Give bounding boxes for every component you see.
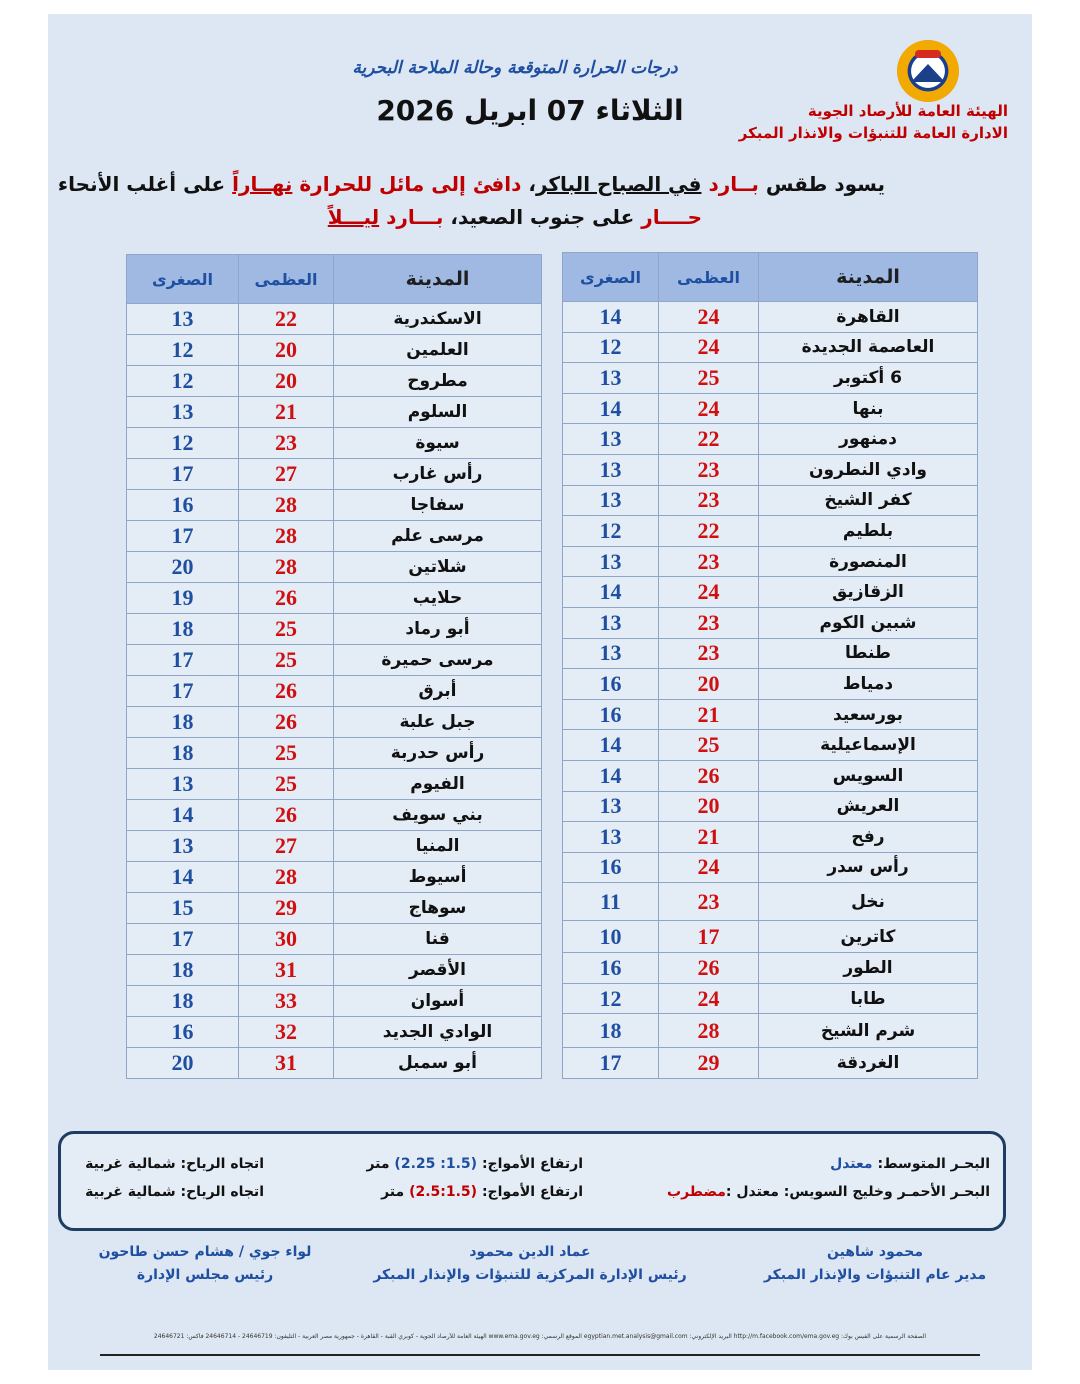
min-temp-cell: 13 [127, 831, 239, 862]
table-row [127, 986, 542, 1017]
min-temp-cell: 14 [563, 302, 659, 333]
city-cell: رفح [759, 822, 978, 853]
city-cell: شبين الكوم [759, 607, 978, 638]
min-temp-cell: 14 [127, 862, 239, 893]
city-cell: سفاجا [334, 490, 542, 521]
table-row [127, 490, 542, 521]
table-row [563, 393, 978, 424]
city-cell: رأس غارب [334, 459, 542, 490]
city-cell: حلايب [334, 583, 542, 614]
city-cell: السويس [759, 760, 978, 791]
city-cell: مطروح [334, 366, 542, 397]
max-temp-cell: 26 [239, 707, 334, 738]
city-cell: شلاتين [334, 552, 542, 583]
max-temp-cell: 26 [239, 676, 334, 707]
city-cell: مرسى حميرة [334, 645, 542, 676]
city-cell: أبرق [334, 676, 542, 707]
table-row [563, 852, 978, 883]
min-temp-cell: 17 [127, 676, 239, 707]
city-cell: بنها [759, 393, 978, 424]
max-temp-cell: 28 [239, 490, 334, 521]
city-cell: جبل علبة [334, 707, 542, 738]
max-temp-cell: 21 [659, 699, 759, 730]
city-cell: بلطيم [759, 516, 978, 547]
table-row [127, 583, 542, 614]
med-sea-waves: ارتفاع الأمواج: (1.5: 2.25) متر [366, 1156, 583, 1172]
table-row [563, 363, 978, 394]
table-row [127, 459, 542, 490]
max-temp-cell: 26 [659, 953, 759, 984]
city-cell: دمنهور [759, 424, 978, 455]
min-temp-cell: 18 [127, 614, 239, 645]
city-cell: أبو رماد [334, 614, 542, 645]
min-temp-cell: 14 [563, 577, 659, 608]
city-cell: طنطا [759, 638, 978, 669]
city-cell: الاسكندرية [334, 304, 542, 335]
min-temp-cell: 13 [563, 454, 659, 485]
max-temp-cell: 25 [239, 769, 334, 800]
col-header-max: العظمى [239, 255, 334, 304]
city-cell: طابا [759, 983, 978, 1014]
signature-title: رئيس مجلس الإدارة [136, 1267, 274, 1283]
table-row [563, 424, 978, 455]
table-row [563, 1014, 978, 1048]
signature-title: رئيس الإدارة المركزية للتنبؤات والإنذار المبكر [373, 1267, 687, 1283]
city-cell: المنصورة [759, 546, 978, 577]
table-row [127, 707, 542, 738]
signature-title: مدير عام التنبؤات والإنذار المبكر [763, 1267, 987, 1283]
table-row [127, 769, 542, 800]
table-row [563, 546, 978, 577]
red-sea-wind: اتجاه الرياح: شمالية غربية [85, 1184, 264, 1200]
table-row [563, 953, 978, 984]
table-row [563, 607, 978, 638]
table-row [127, 366, 542, 397]
col-header-city: المدينة [334, 255, 542, 304]
red-sea-waves: ارتفاع الأمواج: (2.5:1.5) متر [381, 1184, 583, 1200]
min-temp-cell: 13 [563, 363, 659, 394]
table-row [127, 924, 542, 955]
max-temp-cell: 22 [659, 516, 759, 547]
max-temp-cell: 22 [659, 424, 759, 455]
table-row [563, 302, 978, 333]
min-temp-cell: 13 [127, 769, 239, 800]
city-cell: أسيوط [334, 862, 542, 893]
temperature-table-left [126, 254, 542, 1079]
city-cell: القاهرة [759, 302, 978, 333]
table-row [127, 521, 542, 552]
min-temp-cell: 16 [563, 953, 659, 984]
table-row [127, 738, 542, 769]
sea-state-box [58, 1131, 1006, 1231]
min-temp-cell: 17 [563, 1048, 659, 1079]
intro-line-2: حــــار على جنوب الصعيد، بـــارد ليـــلاً [327, 205, 702, 229]
table-row [127, 304, 542, 335]
min-temp-cell: 18 [127, 955, 239, 986]
city-cell: الأقصر [334, 955, 542, 986]
max-temp-cell: 23 [659, 607, 759, 638]
max-temp-cell: 26 [239, 800, 334, 831]
table-row [127, 1048, 542, 1079]
col-header-city: المدينة [759, 253, 978, 302]
table-row [563, 791, 978, 822]
city-cell: الإسماعيلية [759, 730, 978, 761]
city-cell: العلمين [334, 335, 542, 366]
min-temp-cell: 12 [563, 983, 659, 1014]
city-cell: قنا [334, 924, 542, 955]
min-temp-cell: 14 [563, 760, 659, 791]
min-temp-cell: 16 [127, 1017, 239, 1048]
min-temp-cell: 12 [127, 335, 239, 366]
table-row [127, 428, 542, 459]
city-cell: 6 أكتوبر [759, 363, 978, 394]
max-temp-cell: 24 [659, 577, 759, 608]
org-name: الهيئة العامة للأرصاد الجوية [807, 102, 1008, 120]
table-row [127, 335, 542, 366]
signature-name: عماد الدين محمود [469, 1244, 591, 1260]
min-temp-cell: 14 [563, 730, 659, 761]
table-row [563, 921, 978, 953]
max-temp-cell: 24 [659, 332, 759, 363]
table-row [127, 800, 542, 831]
max-temp-cell: 24 [659, 983, 759, 1014]
min-temp-cell: 14 [563, 393, 659, 424]
min-temp-cell: 13 [563, 638, 659, 669]
table-row [563, 669, 978, 700]
min-temp-cell: 14 [127, 800, 239, 831]
table-row [563, 485, 978, 516]
max-temp-cell: 23 [659, 485, 759, 516]
table-row [563, 577, 978, 608]
table-row [563, 822, 978, 853]
max-temp-cell: 31 [239, 955, 334, 986]
table-row [563, 638, 978, 669]
min-temp-cell: 18 [127, 738, 239, 769]
max-temp-cell: 28 [239, 552, 334, 583]
med-sea-wind: اتجاه الرياح: شمالية غربية [85, 1156, 264, 1172]
max-temp-cell: 22 [239, 304, 334, 335]
max-temp-cell: 27 [239, 831, 334, 862]
max-temp-cell: 24 [659, 302, 759, 333]
max-temp-cell: 30 [239, 924, 334, 955]
city-cell: العاصمة الجديدة [759, 332, 978, 363]
footer-contact: الصفحة الرسمية على الفيس بوك: http://m.facebook.com/ema.gov.eg البريد الإلكتروني: egyptian.met.analysis@gmail.com الموقع الرسمي: www.ema.gov.eg الهيئة العامة للأرصاد الجوية - كوبري القبة - القاهرة - جمهورية مصر العربية - التليفون: 24646719 - 24646714 فاكس: 24646721 [153, 1333, 927, 1340]
max-temp-cell: 25 [659, 730, 759, 761]
max-temp-cell: 20 [239, 335, 334, 366]
city-cell: أبو سمبل [334, 1048, 542, 1079]
min-temp-cell: 16 [563, 669, 659, 700]
city-cell: رأس حدربة [334, 738, 542, 769]
table-row [563, 983, 978, 1014]
red-sea-state: البحـر الأحمـر وخليج السويس: معتدل :مضطرب [667, 1184, 990, 1200]
city-cell: سوهاج [334, 893, 542, 924]
table-row [127, 862, 542, 893]
table-row [563, 883, 978, 921]
table-row [127, 645, 542, 676]
col-header-min: الصغرى [563, 253, 659, 302]
min-temp-cell: 13 [127, 304, 239, 335]
min-temp-cell: 13 [563, 607, 659, 638]
city-cell: الطور [759, 953, 978, 984]
city-cell: نخل [759, 883, 978, 921]
city-cell: بورسعيد [759, 699, 978, 730]
min-temp-cell: 13 [127, 397, 239, 428]
min-temp-cell: 20 [127, 1048, 239, 1079]
city-cell: كفر الشيخ [759, 485, 978, 516]
city-cell: الوادي الجديد [334, 1017, 542, 1048]
temperature-table-right [562, 252, 978, 1079]
max-temp-cell: 25 [239, 645, 334, 676]
min-temp-cell: 12 [563, 332, 659, 363]
max-temp-cell: 20 [659, 791, 759, 822]
max-temp-cell: 27 [239, 459, 334, 490]
city-cell: المنيا [334, 831, 542, 862]
city-cell: رأس سدر [759, 852, 978, 883]
min-temp-cell: 15 [127, 893, 239, 924]
table-row [127, 893, 542, 924]
min-temp-cell: 13 [563, 791, 659, 822]
min-temp-cell: 12 [127, 428, 239, 459]
max-temp-cell: 23 [659, 638, 759, 669]
med-sea-state: البحـر المتوسط: معتدل [830, 1156, 990, 1172]
min-temp-cell: 11 [563, 883, 659, 921]
min-temp-cell: 17 [127, 459, 239, 490]
intro-line-1: يسود طقس بــارد في الصباح الباكر، دافئ إلى مائل للحرارة نهــاراً على أغلب الأنحاء [57, 172, 885, 196]
table-row [127, 955, 542, 986]
max-temp-cell: 23 [239, 428, 334, 459]
min-temp-cell: 17 [127, 924, 239, 955]
table-row [563, 1048, 978, 1079]
city-cell: دمياط [759, 669, 978, 700]
max-temp-cell: 28 [659, 1014, 759, 1048]
table-row [563, 699, 978, 730]
city-cell: أسوان [334, 986, 542, 1017]
max-temp-cell: 28 [239, 862, 334, 893]
city-cell: وادي النطرون [759, 454, 978, 485]
max-temp-cell: 21 [659, 822, 759, 853]
min-temp-cell: 17 [127, 521, 239, 552]
min-temp-cell: 12 [563, 516, 659, 547]
org-department: الادارة العامة للتنبؤات والانذار المبكر [738, 124, 1008, 142]
city-cell: بني سويف [334, 800, 542, 831]
max-temp-cell: 28 [239, 521, 334, 552]
max-temp-cell: 33 [239, 986, 334, 1017]
table-row [563, 730, 978, 761]
max-temp-cell: 20 [239, 366, 334, 397]
city-cell: سيوة [334, 428, 542, 459]
min-temp-cell: 18 [563, 1014, 659, 1048]
max-temp-cell: 32 [239, 1017, 334, 1048]
max-temp-cell: 25 [239, 614, 334, 645]
max-temp-cell: 21 [239, 397, 334, 428]
city-cell: السلوم [334, 397, 542, 428]
max-temp-cell: 23 [659, 546, 759, 577]
max-temp-cell: 17 [659, 921, 759, 953]
max-temp-cell: 23 [659, 883, 759, 921]
city-cell: الفيوم [334, 769, 542, 800]
min-temp-cell: 13 [563, 485, 659, 516]
table-row [563, 332, 978, 363]
max-temp-cell: 29 [239, 893, 334, 924]
col-header-max: العظمى [659, 253, 759, 302]
min-temp-cell: 18 [127, 707, 239, 738]
min-temp-cell: 20 [127, 552, 239, 583]
table-row [127, 676, 542, 707]
signature-name: لواء جوي / هشام حسن طاحون [98, 1244, 312, 1260]
table-row [563, 516, 978, 547]
min-temp-cell: 19 [127, 583, 239, 614]
city-cell: الغردقة [759, 1048, 978, 1079]
footer-divider [100, 1354, 980, 1356]
table-row [127, 614, 542, 645]
min-temp-cell: 16 [563, 699, 659, 730]
min-temp-cell: 13 [563, 424, 659, 455]
table-row [127, 1017, 542, 1048]
max-temp-cell: 26 [239, 583, 334, 614]
city-cell: الزقازيق [759, 577, 978, 608]
table-row [127, 831, 542, 862]
city-cell: مرسى علم [334, 521, 542, 552]
min-temp-cell: 17 [127, 645, 239, 676]
min-temp-cell: 18 [127, 986, 239, 1017]
bulletin-title: درجات الحرارة المتوقعة وحالة الملاحة البحرية [352, 58, 678, 78]
max-temp-cell: 31 [239, 1048, 334, 1079]
table-row [127, 552, 542, 583]
col-header-min: الصغرى [127, 255, 239, 304]
min-temp-cell: 16 [563, 852, 659, 883]
min-temp-cell: 13 [563, 546, 659, 577]
signature-name: محمود شاهين [826, 1244, 924, 1260]
table-row [563, 760, 978, 791]
bulletin-date: الثلاثاء 07 ابريل 2026 [376, 94, 684, 127]
city-cell: شرم الشيخ [759, 1014, 978, 1048]
min-temp-cell: 12 [127, 366, 239, 397]
max-temp-cell: 25 [239, 738, 334, 769]
max-temp-cell: 26 [659, 760, 759, 791]
min-temp-cell: 13 [563, 822, 659, 853]
city-cell: كاترين [759, 921, 978, 953]
city-cell: العريش [759, 791, 978, 822]
max-temp-cell: 29 [659, 1048, 759, 1079]
min-temp-cell: 16 [127, 490, 239, 521]
max-temp-cell: 20 [659, 669, 759, 700]
table-row [127, 397, 542, 428]
min-temp-cell: 10 [563, 921, 659, 953]
max-temp-cell: 25 [659, 363, 759, 394]
max-temp-cell: 24 [659, 852, 759, 883]
max-temp-cell: 24 [659, 393, 759, 424]
table-row [563, 454, 978, 485]
max-temp-cell: 23 [659, 454, 759, 485]
ema-logo-icon [897, 40, 959, 102]
